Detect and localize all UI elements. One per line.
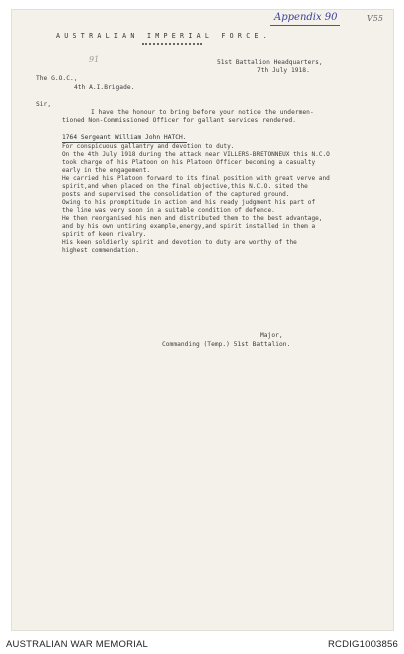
addressee-line-2: 4th A.I.Brigade. [74,84,135,91]
body-line: highest commendation. [62,247,140,254]
body-line: took charge of his Platoon on his Platoon Officer becoming a casualty [62,159,316,166]
body-line: On the 4th July 1918 during the attack near VILLERS-BRETONNEUX this N.C.O [62,151,330,158]
subject-heading: 1764 Sergeant William John HATCH. [62,134,187,143]
signature-title: Commanding (Temp.) 51st Battalion. [162,341,291,348]
intro-line-1: I have the honour to bring before your notice the undermen- [91,109,314,116]
body-line: spirit,and when placed on the final objective,this N.C.O. sited the [62,183,308,190]
signature-rank: Major, [260,332,283,339]
file-ref-annotation: 91 [89,55,100,64]
intro-line-2: tioned Non-Commissioned Officer for gallant services rendered. [62,117,297,124]
document-page [12,10,393,630]
body-line: For conspicuous gallantry and devotion to duty. [62,143,235,150]
body-line: spirit of keen rivalry. [62,231,147,238]
body-line: the line was very soon in a suitable condition of defence. [62,207,275,214]
addressee-line-1: The G.O.C., [36,75,78,82]
body-line: posts and supervised the consolidation of the captured ground. [62,191,290,198]
letterhead-rule [142,43,202,45]
body-line: He carried his Platoon forward to its final position with great verve and [62,175,330,182]
body-line: Owing to his promptitude in action and his ready judgment his part of [62,199,316,206]
letterhead: AUSTRALIAN IMPERIAL FORCE. [56,32,272,40]
footer-record-id: RCDIG1003856 [328,639,398,650]
body-line: He then reorganised his men and distributed them to the best advantage, [62,215,323,222]
body-line: early in the engagement. [62,167,151,174]
from-unit: 51st Battalion Headquarters, [217,59,323,66]
body-line: and by his own untiring example,energy,and spirit installed in them a [62,223,316,230]
salutation: Sir, [36,101,52,108]
letter-date: 7th July 1918. [257,67,310,74]
body-line: His keen soldierly spirit and devotion to duty are worthy of the [62,239,297,246]
appendix-underline [270,25,340,26]
folio-annotation: V55 [367,14,383,23]
footer-archive-name: AUSTRALIAN WAR MEMORIAL [6,639,149,650]
appendix-annotation: Appendix 90 [274,12,338,23]
